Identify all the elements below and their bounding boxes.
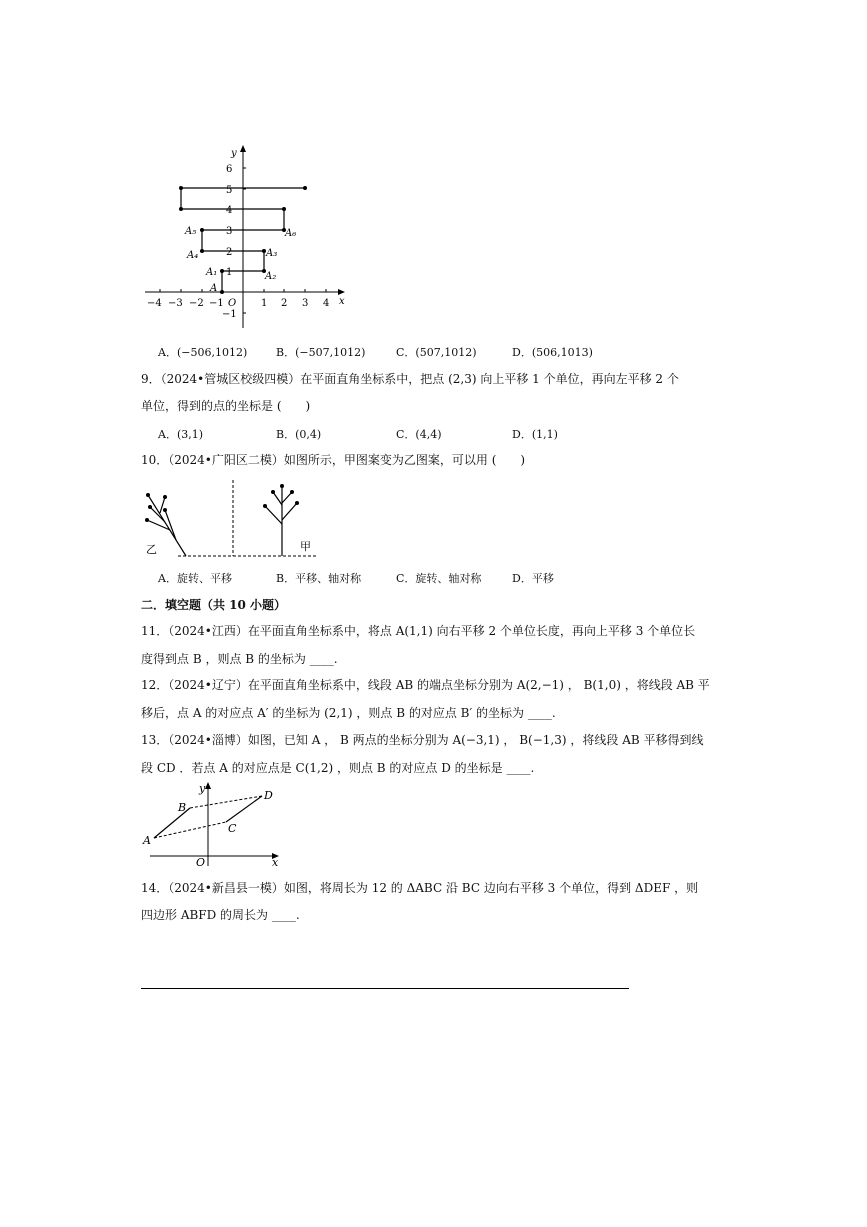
q14-text-line1: 14．（2024•新昌县一模）如图，将周长为 12 的 ΔABC 沿 BC 边向右平移 3 个单位，得到 ΔDEF ，则: [141, 881, 699, 895]
y-axis-label: y: [199, 782, 206, 795]
point-label: A₃: [266, 248, 278, 259]
q12-text-line2: 移后，点 A 的对应点 A′ 的坐标为 (2,1) ，则点 B 的对应点 B′ 的坐标为 ____.: [141, 706, 556, 720]
q8-option-c[interactable]: C．(507,1012): [396, 346, 477, 359]
q9-option-b[interactable]: B．(0,4): [276, 428, 322, 441]
q13-text-line2: 段 CD ．若点 A 的对应点是 C(1,2) ，则点 B 的对应点 D 的坐标是 ____.: [141, 761, 535, 775]
figure-label-yi: 乙: [146, 543, 157, 556]
q12-text-line1: 12．（2024•辽宁）在平面直角坐标系中，线段 AB 的端点坐标分别为 A(2,−1) ， B(1,0) ，将线段 AB 平: [141, 678, 710, 692]
q8-coordinate-figure: [135, 140, 365, 335]
q8-option-b[interactable]: B．(−507,1012): [276, 346, 366, 359]
x-tick-label: −3: [168, 298, 183, 309]
q11-text-line2: 度得到点 B ，则点 B 的坐标为 ____.: [141, 652, 338, 666]
point-label: A₄: [187, 250, 199, 261]
y-tick-label: 3: [226, 226, 233, 237]
x-tick-label: −2: [189, 298, 204, 309]
q14-text-line2: 四边形 ABFD 的周长为 ____.: [141, 908, 300, 922]
q10-option-c[interactable]: C．旋转、轴对称: [396, 572, 482, 585]
footer-divider: [141, 988, 629, 989]
q13-coordinate-figure: [138, 778, 283, 868]
x-axis-label: x: [272, 856, 279, 868]
q9-option-a[interactable]: A．(3,1): [158, 428, 204, 441]
x-tick-label: 1: [261, 298, 268, 309]
q10-option-a[interactable]: A．旋转、平移: [158, 572, 232, 585]
q9-text-line2: 单位，得到的点的坐标是 ( ): [141, 399, 311, 413]
x-tick-label: −1: [209, 298, 224, 309]
point-label: A₁: [206, 267, 218, 278]
x-tick-label: 2: [281, 298, 288, 309]
point-label: D: [264, 789, 273, 802]
point-label: A: [210, 283, 218, 294]
x-tick-label: 3: [302, 298, 309, 309]
q10-tree-figure: [138, 475, 323, 565]
q8-option-a[interactable]: A．(−506,1012): [158, 346, 248, 359]
point-label: B: [178, 801, 187, 814]
y-tick-label: 5: [226, 185, 233, 196]
q9-option-d[interactable]: D．(1,1): [512, 428, 558, 441]
origin-label: O: [196, 856, 206, 868]
q11-text-line1: 11．（2024•江西）在平面直角坐标系中，将点 A(1,1) 向右平移 2 个单位长度，再向上平移 3 个单位长: [141, 624, 696, 638]
y-tick-label: 1: [226, 267, 233, 278]
y-tick-label: 4: [226, 205, 233, 216]
q8-option-d[interactable]: D．(506,1013): [512, 346, 593, 359]
x-tick-label: −4: [147, 298, 162, 309]
section-title: 二．填空题（共 10 小题）: [141, 598, 287, 612]
q9-text-line1: 9．（2024•管城区校级四模）在平面直角坐标系中，把点 (2,3) 向上平移 1 个单位，再向左平移 2 个: [141, 372, 679, 386]
point-label: C: [228, 822, 237, 835]
point-label: A₅: [185, 226, 197, 237]
y-tick-label: 6: [226, 164, 233, 175]
x-axis-label: x: [339, 296, 345, 307]
y-tick-label: 2: [226, 247, 233, 258]
q9-option-c[interactable]: C．(4,4): [396, 428, 442, 441]
q10-option-b[interactable]: B．平移、轴对称: [276, 572, 362, 585]
figure-label-jia: 甲: [300, 540, 311, 553]
x-tick-label: 4: [323, 298, 330, 309]
q13-text-line1: 13．（2024•淄博）如图，已知 A ， B 两点的坐标分别为 A(−3,1) ， B(−1,3) ，将线段 AB 平移得到线: [141, 733, 704, 747]
y-tick-label: −1: [222, 309, 237, 320]
q10-option-d[interactable]: D．平移: [512, 572, 554, 585]
origin-label: O: [228, 298, 237, 309]
q10-text-line1: 10．（2024•广阳区二模）如图所示，甲图案变为乙图案，可以用 ( ): [141, 453, 526, 467]
point-label: A₆: [285, 228, 297, 239]
point-label: A₂: [265, 271, 277, 282]
point-label: A: [143, 834, 151, 847]
y-axis-label: y: [231, 148, 237, 159]
